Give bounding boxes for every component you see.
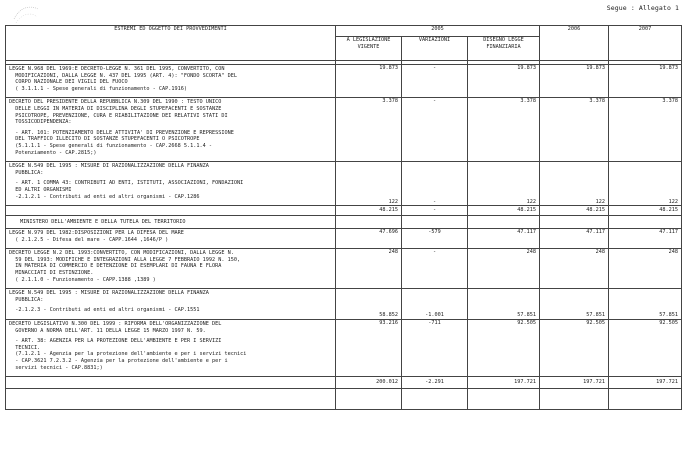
text-line: PUBBLICA:: [9, 296, 44, 303]
variazioni-value: -: [402, 98, 468, 162]
text-line: DEL TRAFFICO ILLECITO DI SOSTANZE STUPEFACENTI O PSICOTROPE: [9, 136, 200, 143]
legislazione-value: 122: [336, 162, 402, 206]
year-2007-value: 3.378: [609, 98, 682, 162]
year-2007-value: 92.505: [609, 320, 682, 377]
subtotal-2006: 48.215: [540, 206, 609, 216]
total-disegno: 197.721: [468, 377, 540, 389]
subtotal-legislazione: 48.215: [336, 206, 402, 216]
text-line: DECRETO DEL PRESIDENTE DELLA REPUBBLICA N.309 DEL 1990 : TESTO UNICO: [9, 99, 222, 106]
text-line: LEGGE N.979 DEL 1982:DISPOSIZIONI PER LA DIFESA DEL MARE: [9, 230, 184, 237]
row-description: [6, 289, 336, 320]
corner-stamp-mark: [12, 3, 40, 25]
table-row: [6, 65, 682, 98]
header-note: Segue : Allegato 1: [606, 4, 679, 12]
legislazione-value: 248: [336, 249, 402, 289]
total-2006: 197.721: [540, 377, 609, 389]
text-line: ED ALTRI ORGANISMI: [9, 186, 72, 193]
subtotal-disegno: 48.215: [468, 206, 540, 216]
subtotal-2007: 48.215: [609, 206, 682, 216]
year-2006-value: 92.505: [540, 320, 609, 377]
text-line: DECRETO LEGISLATIVO N.300 DEL 1999 : RIFORMA DELL'ORGANIZZAZIONE DEL: [9, 321, 222, 328]
subtotal-variazioni: -: [402, 206, 468, 216]
year-2007-value: 122: [609, 162, 682, 206]
table-body: [6, 61, 682, 410]
year-2007-header: 2007: [609, 26, 682, 61]
legislazione-value: 58.852: [336, 289, 402, 320]
table-row: [6, 162, 682, 206]
text-line: DELLE LEGGI IN MATERIA DI DISCIPLINA DEGLI STUPEFACENTI E SOSTANZE: [9, 105, 222, 112]
text-line: CORPO NAZIONALE DEI VIGILI DEL FUOCO: [9, 79, 128, 86]
table-row: [6, 98, 682, 162]
text-line: Potenziamento - CAP.2815;): [9, 149, 97, 156]
legislazione-value: 19.873: [336, 65, 402, 98]
text-line: - CAP.3621 7.2.3.2 - Agenzia per la protezione dell'ambiente e per i: [9, 358, 228, 364]
disegno-value: 47.117: [468, 229, 540, 249]
row-description: [6, 320, 336, 377]
variazioni-value: -711: [402, 320, 468, 377]
text-line: IN MATERIA DI COMMERCIO E DETENZIONE DI ESEMPLARI DI FAUNA E FLORA: [9, 263, 222, 270]
budget-table: [5, 25, 682, 410]
row-description: [6, 229, 336, 249]
ministry-row: [6, 216, 682, 229]
row-description: [6, 98, 336, 162]
total-row: [6, 377, 682, 389]
disegno-value: 19.873: [468, 65, 540, 98]
text-line: -2.1.2.1 - Contributi ad enti ed altri organismi - CAP.1286: [9, 193, 200, 200]
legislazione-value: 47.696: [336, 229, 402, 249]
text-line: LEGGE N.549 DEL 1995 : MISURE DI RAZIONALIZZAZIONE DELLA FINANZA: [9, 290, 209, 297]
year-2007-value: 19.873: [609, 65, 682, 98]
disegno-value: 3.378: [468, 98, 540, 162]
year-2006-value: 122: [540, 162, 609, 206]
disegno-value: 57.851: [468, 289, 540, 320]
text-line: MINACCIATI DI ESTINZIONE.: [9, 270, 94, 277]
year-2006-value: 57.851: [540, 289, 609, 320]
row-description: [6, 162, 336, 206]
total-2007: 197.721: [609, 377, 682, 389]
blank-row: [6, 389, 682, 410]
text-line: LEGGE N.968 DEL 1969:E DECRETO-LEGGE N. 361 DEL 1995, CONVERTITO, CON: [9, 66, 225, 72]
year-2007-value: 248: [609, 249, 682, 289]
disegno-value: 122: [468, 162, 540, 206]
variazioni-value: -579: [402, 229, 468, 249]
text-line: LEGGE N.549 DEL 1995 : MISURE DI RAZIONALIZZAZIONE DELLA FINANZA: [9, 163, 209, 170]
text-line: ( 2.1.1.0 - Funzionamento - CAPP.1388 ,1389 ): [9, 276, 156, 283]
variazioni-header: VARIAZIONI: [402, 37, 468, 61]
desc-column-header: ESTREMI ED OGGETTO DEI PROVVEDIMENTI: [6, 26, 336, 61]
year-2006-value: 3.378: [540, 98, 609, 162]
text-line: (7.1.2.1 - Agenzia per la protezione dell'ambiente e per i servizi tecnici: [9, 351, 247, 358]
text-line: MODIFICAZIONI, DALLA LEGGE N. 437 DEL 1995 (ART. 4): "FONDO SCORTA" DEL: [9, 72, 237, 79]
text-line: servizi tecnici - CAP.8831;): [9, 364, 103, 371]
text-line: - ART. 38: AGENZIA PER LA PROTEZIONE DELL'AMBIENTE E PER I SERVIZI: [9, 338, 222, 345]
disegno-legge-header: DISEGNO LEGGE FINANZIARIA: [468, 37, 540, 61]
text-line: TOSSICODIPENDENZA:: [9, 119, 72, 126]
text-line: ( 3.1.1.1 - Spese generali di funzionamento - CAP.1916): [9, 85, 188, 92]
text-line: - ART. 101: POTENZIAMENTO DELLE ATTIVITA' DI PREVENZIONE E REPRESSIONE: [9, 129, 234, 136]
table-row: [6, 289, 682, 320]
legislazione-vigente-header: A LEGISLAZIONE VIGENTE: [336, 37, 402, 61]
year-2005-header: 2005: [336, 26, 540, 37]
disegno-value: 248: [468, 249, 540, 289]
year-2007-value: 57.851: [609, 289, 682, 320]
year-2007-value: 47.117: [609, 229, 682, 249]
text-line: GOVERNO A NORMA DELL'ART. 11 DELLA LEGGE 15 MARZO 1997 N. 59.: [9, 327, 206, 334]
ministry-title: MINISTERO DELL'AMBIENTE E DELLA TUTELA DEL TERRITORIO: [6, 216, 336, 229]
row-description: [6, 65, 336, 98]
table-row: [6, 229, 682, 249]
table-row: [6, 249, 682, 289]
text-line: PUBBLICA:: [9, 169, 44, 176]
total-variazioni: -2.291: [402, 377, 468, 389]
variazioni-value: -1.001: [402, 289, 468, 320]
text-line: - ART. 1 COMMA 43: CONTRIBUTI AD ENTI, ISTITUTI, ASSOCIAZIONI, FONDAZIONI: [9, 180, 244, 187]
year-2006-value: 19.873: [540, 65, 609, 98]
variazioni-value: -: [402, 162, 468, 206]
text-line: 59 DEL 1993: MODIFICHE E INTEGRAZIONI ALLA LEGGE 7 FEBBRAIO 1992 N. 150,: [9, 256, 241, 263]
text-line: DECRETO LEGGE N.2 DEL 1993:CONVERTITO, CON MODIFICAZIONI, DALLA LEGGE N.: [9, 250, 234, 257]
text-line: (5.1.1.1 - Spese generali di funzionamento - CAP.2668 5.1.1.4 -: [9, 142, 213, 149]
legislazione-value: 3.378: [336, 98, 402, 162]
year-2006-value: 248: [540, 249, 609, 289]
year-2006-value: 47.117: [540, 229, 609, 249]
disegno-value: 92.505: [468, 320, 540, 377]
variazioni-value: -: [402, 249, 468, 289]
variazioni-value: -: [402, 65, 468, 98]
row-description: [6, 249, 336, 289]
text-line: ( 2.1.2.5 - Difesa del mare - CAPP.1644 ,1646/P ): [9, 236, 169, 243]
table-row: [6, 320, 682, 377]
subtotal-row: [6, 206, 682, 216]
text-line: TECNICI.: [9, 344, 41, 351]
legislazione-value: 93.216: [336, 320, 402, 377]
text-line: PSICOTROPE, PREVENZIONE, CURA E RIABILITAZIONE DEI RELATIVI STATI DI: [9, 112, 228, 119]
text-line: -2.1.2.3 - Contributi ad enti ed altri organismi - CAP.1551: [9, 307, 200, 314]
year-2006-header: 2006: [540, 26, 609, 61]
header-row-top: [6, 26, 682, 37]
total-legislazione: 200.012: [336, 377, 402, 389]
